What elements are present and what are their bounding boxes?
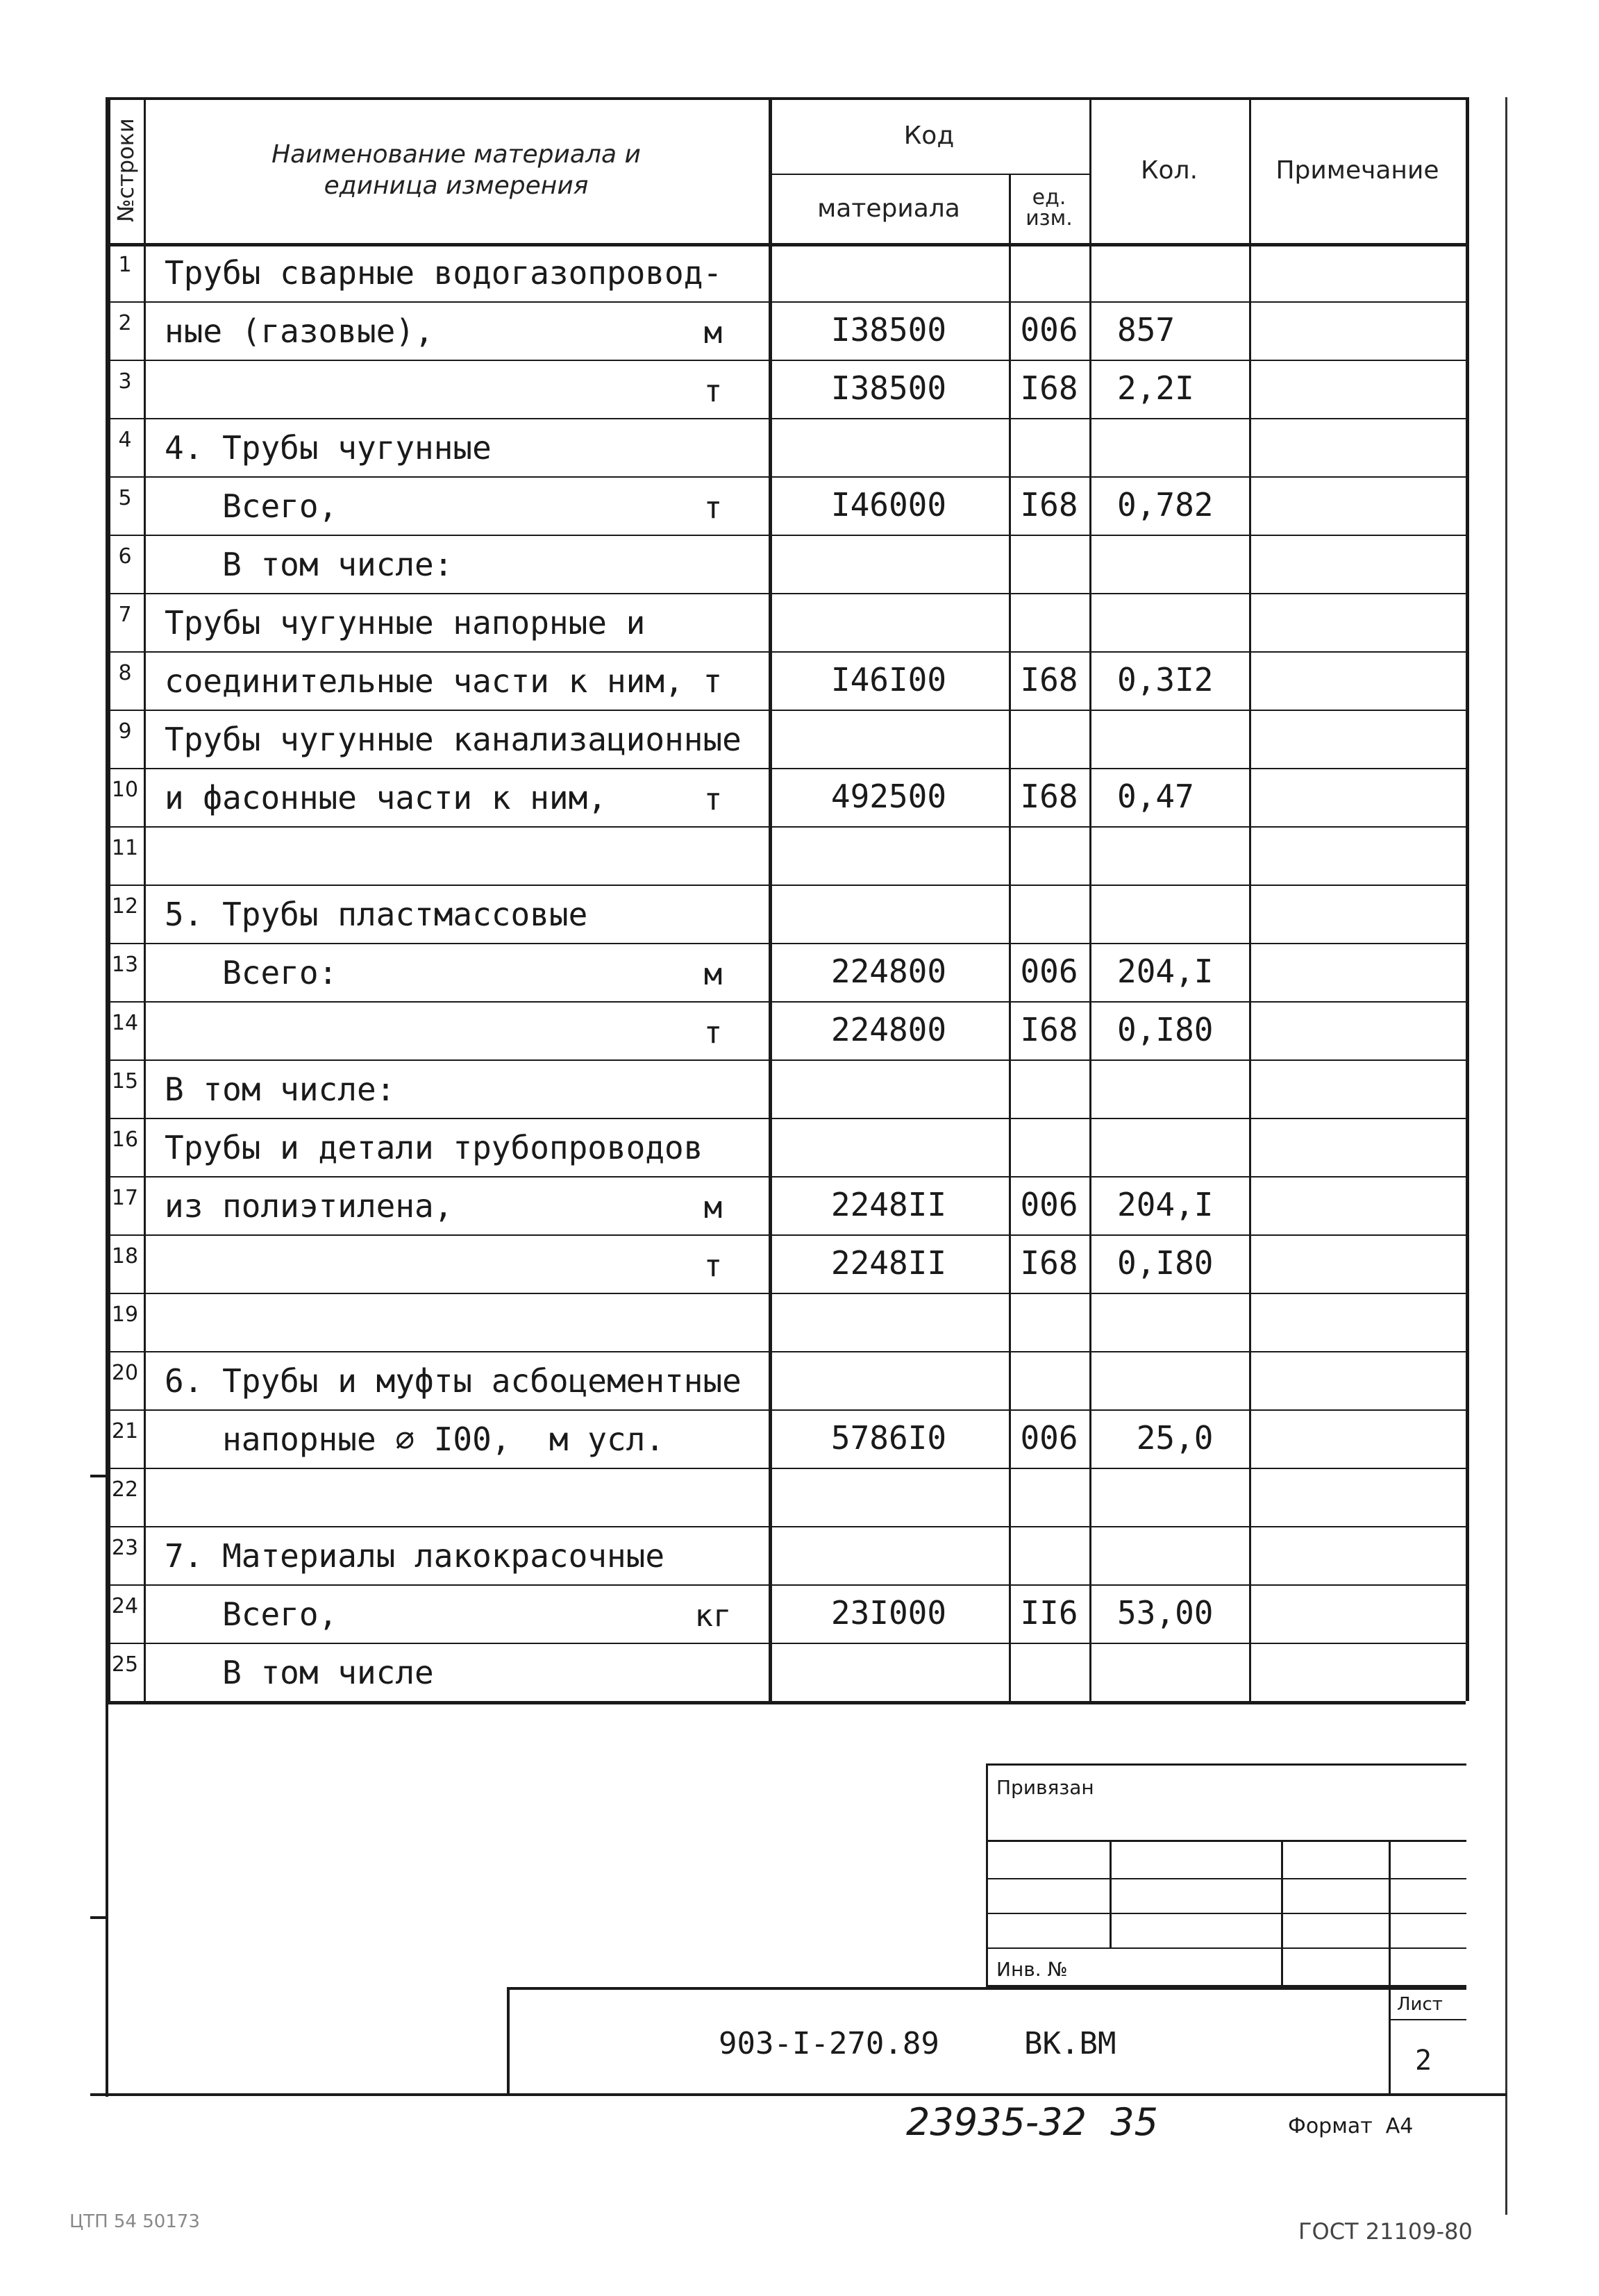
- header-note-label: Примечание: [1275, 156, 1439, 185]
- row-number: 7: [118, 603, 132, 627]
- unit-code: I68: [1020, 486, 1078, 523]
- name-unit: т: [703, 1248, 723, 1284]
- material-name: В том числе:: [165, 1071, 396, 1108]
- linked-label: Привязан: [996, 1776, 1094, 1799]
- row-number: 25: [111, 1652, 139, 1677]
- row-number: 11: [111, 836, 139, 860]
- material-name: 4. Трубы чугунные: [165, 429, 492, 467]
- row-number: 6: [118, 544, 132, 569]
- name-unit: т: [703, 490, 723, 526]
- material-code: I38500: [830, 369, 947, 407]
- row-number: 8: [118, 661, 132, 685]
- row-number: 4: [118, 428, 132, 452]
- row-number: 9: [118, 719, 132, 744]
- material-name: ные (газовые),: [165, 312, 434, 350]
- linked-grid-h1: [986, 1840, 1466, 1842]
- row-number: 24: [111, 1594, 139, 1618]
- binding-tick-2: [90, 1916, 107, 1919]
- print-mark: ЦТП 54 50173: [69, 2211, 200, 2232]
- row-number: 15: [111, 1069, 139, 1093]
- row-number: 2: [118, 311, 132, 335]
- material-code: 492500: [830, 778, 947, 815]
- material-code: 2248II: [830, 1244, 947, 1282]
- row-number: 5: [118, 486, 132, 510]
- material-name: 5. Трубы пластмассовые: [165, 896, 588, 933]
- linked-grid-h4: [986, 1947, 1466, 1949]
- material-code: 224800: [830, 953, 947, 990]
- material-name: 7. Материалы лакокрасочные: [165, 1537, 665, 1575]
- inv-label: Инв. №: [996, 1958, 1068, 1981]
- row-number: 18: [111, 1244, 139, 1268]
- quantity: 857: [1117, 311, 1175, 349]
- material-name: Трубы сварные водогазопровод-: [165, 254, 723, 292]
- header-name-label: Наименование материала и единица измерения: [271, 140, 641, 200]
- quantity: 0,I80: [1117, 1011, 1214, 1048]
- header-row-number-label: №строки: [112, 118, 139, 222]
- material-code: 224800: [830, 1011, 947, 1048]
- unit-code: I68: [1020, 1244, 1078, 1282]
- quantity: 53,00: [1117, 1594, 1214, 1632]
- row-number: 22: [111, 1477, 139, 1502]
- material-name: 6. Трубы и муфты асбоцементные: [165, 1362, 742, 1400]
- material-name: Всего,: [165, 487, 338, 525]
- name-unit: м: [703, 1190, 723, 1225]
- row-number: 12: [111, 894, 139, 919]
- material-code: 2248II: [830, 1186, 947, 1223]
- material-code: I46I00: [830, 661, 947, 698]
- row-number: 21: [111, 1419, 139, 1443]
- linked-grid-h3: [986, 1913, 1466, 1914]
- material-name: Трубы чугунные канализационные: [165, 721, 742, 758]
- quantity: 0,782: [1117, 486, 1214, 523]
- row-number: 14: [111, 1011, 139, 1035]
- unit-code: I68: [1020, 369, 1078, 407]
- name-unit: кг: [694, 1598, 732, 1634]
- material-code: 5786I0: [830, 1419, 947, 1457]
- row-number: 1: [118, 253, 132, 277]
- quantity: 0,I80: [1117, 1244, 1214, 1282]
- material-name: из полиэтилена,: [165, 1187, 453, 1225]
- header-code-label: Код: [903, 121, 955, 150]
- row-number: 19: [111, 1302, 139, 1327]
- row-number: 16: [111, 1128, 139, 1152]
- quantity: 0,3I2: [1117, 661, 1214, 698]
- sheet-box-divider: [1389, 2019, 1466, 2020]
- sheet-label: Лист: [1397, 1994, 1443, 2015]
- material-name: и фасонные части к ним,: [165, 779, 607, 816]
- format-label: Формат А4: [1288, 2114, 1414, 2138]
- material-code: 23I000: [830, 1594, 947, 1632]
- name-unit: т: [703, 782, 723, 817]
- material-code: I38500: [830, 311, 947, 349]
- row-number: 17: [111, 1186, 139, 1210]
- quantity: 2,2I: [1117, 369, 1194, 407]
- linked-grid-v2: [1281, 1840, 1283, 1987]
- unit-code: 006: [1020, 953, 1078, 990]
- doc-code: 903-I-270.89: [719, 2026, 939, 2061]
- material-name: Трубы и детали трубопроводов: [165, 1129, 703, 1166]
- quantity: 0,47: [1117, 778, 1194, 815]
- material-name: Всего,: [165, 1595, 338, 1633]
- header-qty-label: Кол.: [1140, 156, 1198, 185]
- material-name: Трубы чугунные напорные и: [165, 604, 646, 642]
- unit-code: I68: [1020, 1011, 1078, 1048]
- material-name: напорные ∅ I00, м усл.: [165, 1421, 665, 1458]
- row-number: 23: [111, 1536, 139, 1560]
- doc-mark: ВК.ВМ: [1024, 2026, 1116, 2061]
- quantity: 204,I: [1117, 1186, 1214, 1223]
- name-unit: т: [703, 1015, 723, 1050]
- row-number: 13: [111, 953, 139, 977]
- main-stamp-box: [507, 1987, 1466, 2096]
- unit-code: II6: [1020, 1594, 1078, 1632]
- gost-label: ГОСТ 21109-80: [1298, 2218, 1473, 2245]
- binding-tick-1: [90, 1475, 107, 1477]
- row-number: 3: [118, 369, 132, 394]
- unit-code: I68: [1020, 661, 1078, 698]
- unit-code: 006: [1020, 311, 1078, 349]
- linked-grid-v3: [1389, 1840, 1391, 1987]
- name-unit: м: [703, 957, 723, 992]
- material-name: В том числе:: [165, 546, 453, 583]
- header-material-label: материала: [817, 194, 960, 223]
- unit-code: I68: [1020, 778, 1078, 815]
- sheet-number: 2: [1415, 2045, 1432, 2077]
- material-name: соединительные части к ним, т: [165, 662, 723, 700]
- name-unit: т: [703, 374, 723, 409]
- material-name: В том числе: [165, 1654, 434, 1691]
- quantity: 204,I: [1117, 953, 1214, 990]
- linked-grid-h2: [986, 1878, 1466, 1879]
- material-code: I46000: [830, 486, 947, 523]
- row-number: 20: [111, 1361, 139, 1385]
- header-unit-label: ед. изм.: [1025, 185, 1073, 231]
- name-unit: м: [703, 315, 723, 351]
- linked-grid-v1: [1110, 1840, 1112, 1947]
- material-name: Всего:: [165, 954, 338, 991]
- unit-code: 006: [1020, 1186, 1078, 1223]
- quantity: 25,0: [1117, 1419, 1214, 1457]
- unit-code: 006: [1020, 1419, 1078, 1457]
- row-number: 10: [111, 778, 139, 802]
- handwritten-number: 23935-32 35: [906, 2100, 1159, 2144]
